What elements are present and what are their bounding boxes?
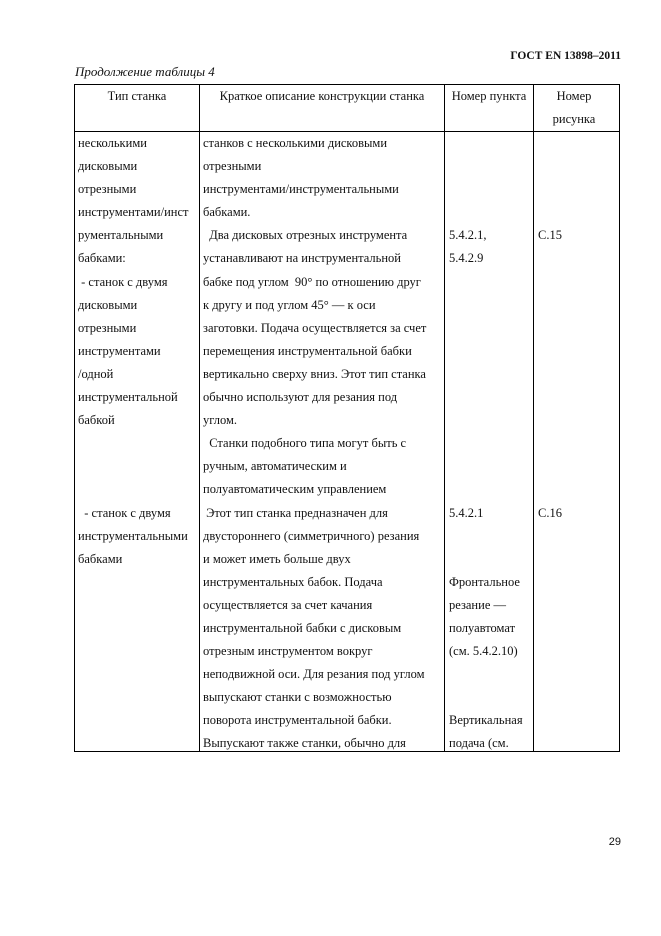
machine-type-line	[78, 640, 189, 663]
description-line: Два дисковых отрезных инструмента	[203, 228, 408, 243]
clause-line	[449, 386, 523, 409]
figure-line	[538, 340, 562, 363]
description-line: инструментальных бабок. Подача	[203, 574, 383, 589]
clause-line	[449, 409, 523, 432]
machine-type-line	[78, 455, 189, 478]
description-line: двустороннего (симметричного) резания	[203, 528, 420, 543]
figure-line	[538, 132, 562, 155]
clause-line	[449, 201, 523, 224]
description-line: инструментами/инструментальными	[203, 182, 399, 197]
machine-type-line	[78, 617, 189, 640]
clause-line: 5.4.2.9	[449, 251, 484, 266]
clause-line: резание —	[449, 597, 506, 612]
machine-type-line	[78, 571, 189, 594]
machine-type-line: отрезными	[78, 320, 137, 335]
machine-type-line: /одной	[78, 366, 114, 381]
header-clause-number: Номер пункта	[451, 89, 527, 103]
clause-line: Вертикальная	[449, 713, 523, 728]
clause-line	[449, 363, 523, 386]
header-machine-type: Тип станка	[107, 89, 167, 103]
table-caption: Продолжение таблицы 4	[75, 64, 215, 79]
machine-type-line: инструментами	[78, 343, 161, 358]
machine-type-line: бабкой	[78, 413, 115, 428]
figure-line: С.16	[538, 505, 562, 520]
column-clause-number	[449, 132, 523, 756]
standard-designation: ГОСТ EN 13898–2011	[510, 50, 621, 62]
machine-type-line: инструментальными	[78, 528, 188, 543]
machine-type-line: инструментами/инст	[78, 205, 189, 220]
machine-type-line: - станок с двумя	[78, 274, 168, 289]
clause-line	[449, 548, 523, 571]
machine-type-line: инструментальной	[78, 390, 178, 405]
clause-line	[449, 525, 523, 548]
clause-line: Фронтальное	[449, 574, 520, 589]
description-line: устанавливают на инструментальной	[203, 251, 401, 266]
figure-line	[538, 155, 562, 178]
clause-line	[449, 155, 523, 178]
machine-type-line: отрезными	[78, 182, 137, 197]
description-line: Станки подобного типа могут быть с	[203, 436, 407, 451]
column-divider	[199, 85, 200, 751]
clause-line	[449, 686, 523, 709]
description-line: выпускают станки с возможностью	[203, 690, 392, 705]
description-line: отрезным инструментом вокруг	[203, 644, 373, 659]
figure-line	[538, 409, 562, 432]
clause-line: подача (см.	[449, 736, 509, 751]
description-line: углом.	[203, 413, 238, 428]
clause-line: полуавтомат	[449, 620, 516, 635]
clause-line	[449, 663, 523, 686]
description-line: бабками.	[203, 205, 251, 220]
description-line: осуществляется за счет качания	[203, 597, 373, 612]
machine-type-line: несколькими	[78, 136, 147, 150]
machine-type-line: рументальными	[78, 228, 164, 243]
machine-type-line	[78, 709, 189, 732]
machine-type-line	[78, 686, 189, 709]
clause-line: (см. 5.4.2.10)	[449, 644, 518, 659]
machine-type-line	[78, 594, 189, 617]
machine-type-table	[74, 84, 620, 752]
figure-line	[538, 294, 562, 317]
description-line: обычно используют для резания под	[203, 390, 398, 405]
clause-line	[449, 432, 523, 455]
description-line: и может иметь больше двух	[203, 551, 351, 566]
figure-line	[538, 455, 562, 478]
description-line: поворота инструментальной бабки.	[203, 713, 392, 728]
figure-line	[538, 478, 562, 501]
column-divider	[444, 85, 445, 751]
column-figure-number	[538, 132, 562, 525]
description-line: Выпускают также станки, обычно для	[203, 736, 406, 751]
machine-type-line: - станок с двумя	[78, 505, 171, 520]
description-line: неподвижной оси. Для резания под углом	[203, 667, 425, 682]
description-line: Этот тип станка предназначен для	[203, 505, 388, 520]
clause-line	[449, 340, 523, 363]
figure-line	[538, 363, 562, 386]
figure-line	[538, 432, 562, 455]
description-line: отрезными	[203, 159, 262, 174]
clause-line	[449, 317, 523, 340]
machine-type-line: бабками	[78, 551, 123, 566]
figure-line	[538, 386, 562, 409]
clause-line	[449, 178, 523, 201]
clause-line	[449, 271, 523, 294]
clause-line	[449, 455, 523, 478]
machine-type-line	[78, 663, 189, 686]
figure-line	[538, 247, 562, 270]
clause-line	[449, 294, 523, 317]
description-line: полуавтоматическим управлением	[203, 482, 387, 497]
figure-line	[538, 271, 562, 294]
machine-type-line	[78, 478, 189, 501]
column-description	[203, 132, 426, 756]
figure-line	[538, 178, 562, 201]
clause-line: 5.4.2.1	[449, 505, 484, 520]
machine-type-line: дисковыми	[78, 159, 138, 174]
clause-line	[449, 132, 523, 155]
description-line: перемещения инструментальной бабки	[203, 343, 412, 358]
description-line: станков с несколькими дисковыми	[203, 136, 388, 150]
column-machine-type	[78, 132, 189, 732]
figure-line	[538, 317, 562, 340]
header-description: Краткое описание конструкции станка	[219, 89, 425, 103]
clause-line	[449, 478, 523, 501]
description-line: к другу и под углом 45° — к оси	[203, 297, 376, 312]
figure-line	[538, 201, 562, 224]
column-divider	[533, 85, 534, 751]
clause-line: 5.4.2.1,	[449, 228, 487, 243]
machine-type-line	[78, 432, 189, 455]
description-line: вертикально сверху вниз. Этот тип станка	[203, 366, 426, 381]
header-figure-number: Номер рисунка	[552, 89, 596, 126]
machine-type-line: бабками:	[78, 251, 126, 266]
description-line: бабке под углом 90° по отношению друг	[203, 274, 421, 289]
description-line: ручным, автоматическим и	[203, 459, 347, 474]
description-line: инструментальной бабки с дисковым	[203, 620, 402, 635]
machine-type-line: дисковыми	[78, 297, 138, 312]
description-line: заготовки. Подача осуществляется за счет	[203, 320, 427, 335]
figure-line: С.15	[538, 228, 562, 243]
page-number: 29	[608, 836, 621, 848]
